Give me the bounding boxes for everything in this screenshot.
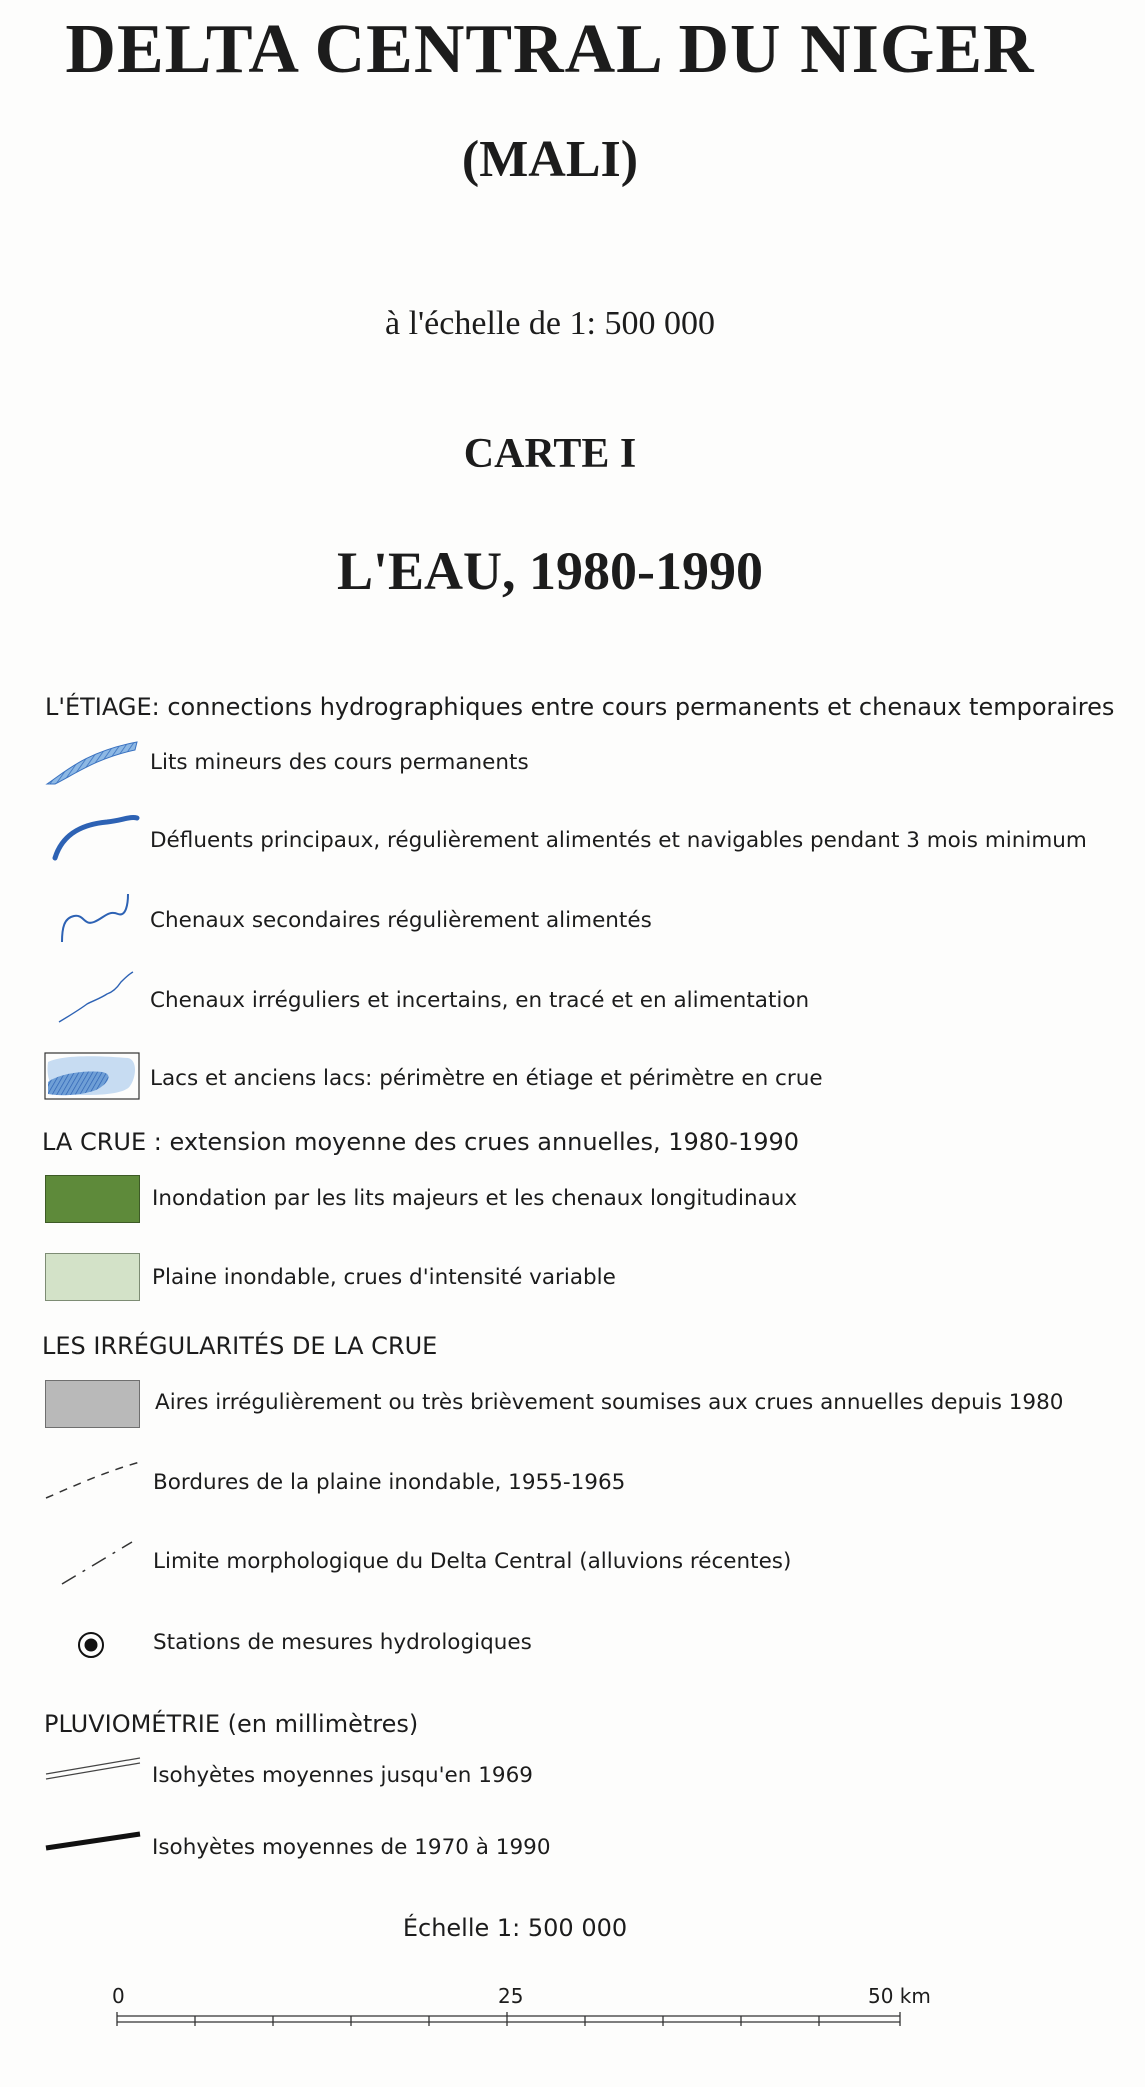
legend-heading-pluviometrie: PLUVIOMÉTRIE (en millimètres) — [44, 1710, 419, 1738]
legend-heading-crue: LA CRUE : extension moyenne des crues annuelles, 1980-1990 — [42, 1128, 800, 1156]
legend-item-main-distributary: Défluents principaux, régulièrement alimentés et navigables pendant 3 mois minimum — [150, 828, 1087, 853]
map-theme: L'EAU, 1980-1990 — [336, 541, 763, 601]
legend-item-floodplain: Plaine inondable, crues d'intensité variable — [152, 1265, 616, 1290]
scale-bar-title: Échelle 1: 500 000 — [402, 1914, 628, 1942]
legend-item-permanent-river-bed: Lits mineurs des cours permanents — [150, 750, 529, 775]
legend-item-irregular-channel: Chenaux irréguliers et incertains, en tracé et en alimentation — [150, 988, 810, 1013]
legend-item-isohyet-1970-1990: Isohyètes moyennes de 1970 à 1990 — [152, 1835, 551, 1860]
floodplain-swatch — [45, 1253, 140, 1301]
legend-item-irregular-flood: Aires irrégulièrement ou très brièvement soumises aux crues annuelles depuis 1980 — [155, 1390, 1064, 1415]
isohyet-1970-1990-icon — [44, 1822, 144, 1852]
map-subtitle: (MALI) — [461, 131, 639, 188]
legend-item-secondary-channel: Chenaux secondaires régulièrement alimentés — [150, 908, 652, 933]
scale-bar — [115, 2008, 905, 2030]
irregular-channel-icon — [55, 970, 140, 1025]
map-scale-statement: à l'échelle de 1: 500 000 — [385, 305, 715, 342]
legend-item-floodplain-border: Bordures de la plaine inondable, 1955-1965 — [153, 1470, 626, 1495]
legend-item-flood-inundation: Inondation par les lits majeurs et les chenaux longitudinaux — [152, 1186, 798, 1211]
scale-label-end: 50 km — [868, 1984, 931, 2008]
permanent-river-bed-icon — [45, 738, 140, 788]
morphological-limit-icon — [58, 1538, 138, 1588]
scale-label-start: 0 — [112, 1984, 125, 2008]
legend-item-isohyet-pre-1969: Isohyètes moyennes jusqu'en 1969 — [152, 1763, 533, 1788]
scale-label-mid: 25 — [498, 1984, 524, 2008]
legend-heading-irregularites: LES IRRÉGULARITÉS DE LA CRUE — [42, 1332, 438, 1360]
map-title: DELTA CENTRAL DU NIGER — [65, 11, 1035, 88]
legend-item-lake-perimeter: Lacs et anciens lacs: périmètre en étiage et périmètre en crue — [150, 1066, 823, 1091]
isohyet-pre-1969-icon — [44, 1752, 144, 1782]
irregular-flood-swatch — [45, 1380, 140, 1428]
legend-item-hydrological-station: Stations de mesures hydrologiques — [153, 1630, 532, 1655]
map-number: CARTE I — [463, 431, 637, 477]
flood-inundation-swatch — [45, 1175, 140, 1223]
floodplain-border-icon — [44, 1458, 144, 1503]
lake-perimeter-icon — [44, 1052, 140, 1102]
hydrological-station-icon — [76, 1630, 106, 1660]
main-distributary-icon — [45, 812, 140, 862]
secondary-channel-icon — [50, 890, 140, 945]
legend-heading-etiage: L'ÉTIAGE: connections hydrographiques entre cours permanents et chenaux temporaires — [45, 693, 1115, 721]
legend-item-morphological-limit: Limite morphologique du Delta Central (alluvions récentes) — [153, 1549, 792, 1574]
